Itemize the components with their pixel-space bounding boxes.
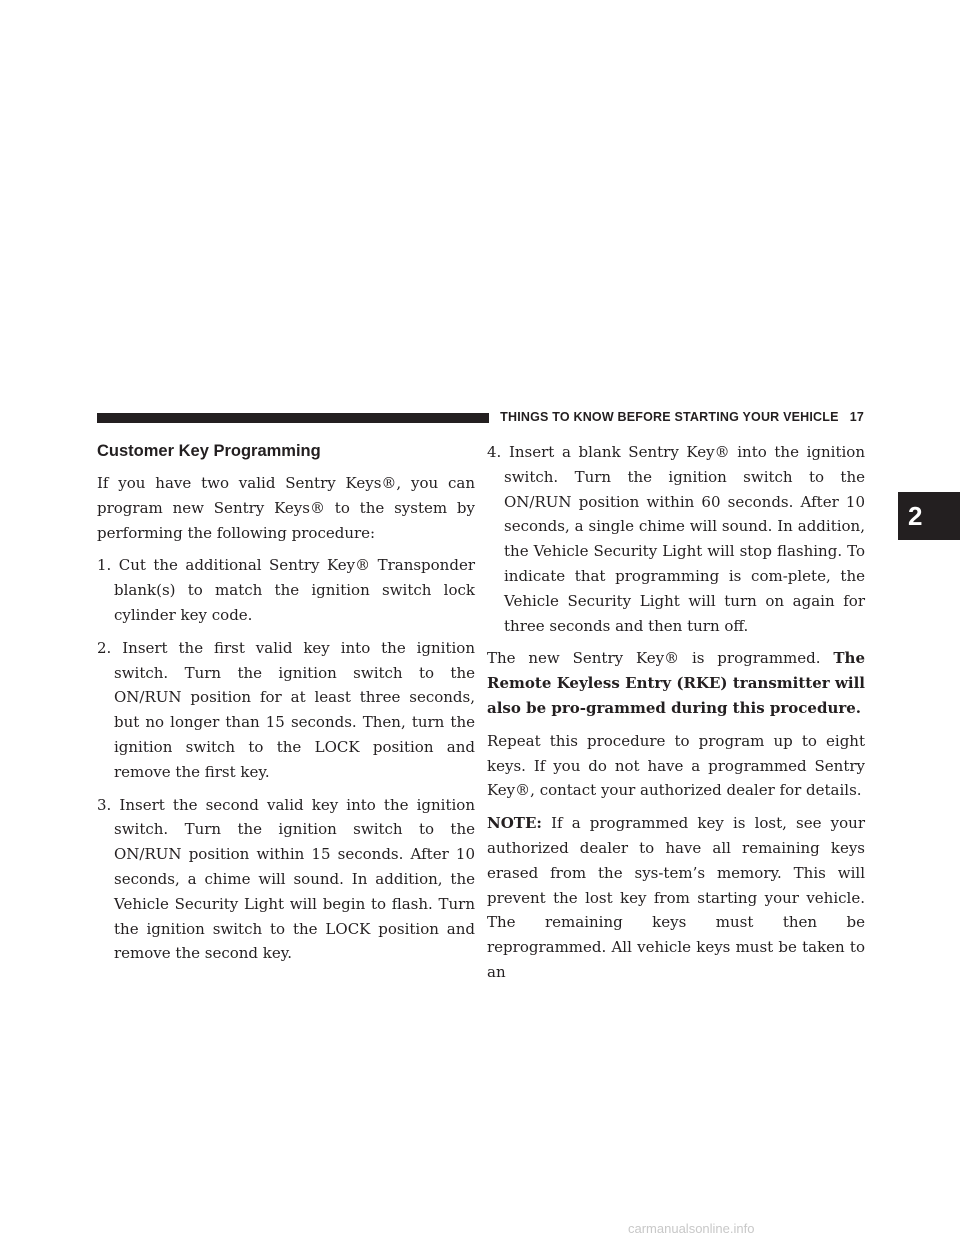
repeat-paragraph: Repeat this procedure to program up to eight keys. If you do not have a programmed Sentry Key®, contact your authorized dealer for details. [487,731,865,800]
step-1: 1. Cut the additional Sentry Key® Transponder blank(s) to match the ignition switch lock cylinder key code. [97,556,475,624]
running-header-title: THINGS TO KNOW BEFORE STARTING YOUR VEHICLE [500,410,839,424]
programmed-paragraph [487,646,865,720]
step-3: 3. Insert the second valid key into the ignition switch. Turn the ignition switch to the ON/RUN position within 15 seconds. After 10 seconds, a chime will sound. In addition, the Vehicle Security Light will begin to flash. Turn the ignition switch to the LOCK position and remove the second key. [97,795,475,963]
intro-paragraph: If you have two valid Sentry Keys®, you can program new Sentry Keys® to the system by performing the following procedure: [97,474,475,542]
running-header [497,409,864,425]
note-label: NOTE: [487,814,542,833]
left-column [97,440,475,974]
watermark: carmanualsonline.info [628,1221,755,1236]
programmed-bold-text: The Remote Keyless Entry (RKE) transmitter will also be pro-grammed during this procedure. [487,649,865,717]
step-2: 2. Insert the first valid key into the ignition switch. Turn the ignition switch to the ON/RUN position for at least three seconds, but no longer than 15 seconds. Then, turn the ignition switch to the LOCK position and remove the first key. [97,638,475,781]
note-text: If a programmed key is lost, see your authorized dealer to have all remaining keys erased from the sys-tem’s memory. This will prevent the lost key from starting your vehicle. The remaining keys must then be reprogrammed. All vehicle keys must be taken to an [487,814,865,981]
chapter-tab: 2 [898,492,960,540]
section-title: Customer Key Programming [97,442,321,460]
step-4: 4. Insert a blank Sentry Key® into the ignition switch. Turn the ignition switch to the ON/RUN position within 60 seconds. After 10 seconds, a single chime will sound. In addition, the Vehicle Security Light will stop flashing. To indicate that programming is com-plete, the Vehicle Security Light will turn on again for three seconds and then turn off. [487,443,865,635]
note-paragraph [487,811,865,985]
header-rule [97,413,489,423]
page-number: 17 [849,410,864,424]
right-column [487,440,865,993]
programmed-text: The new Sentry Key® is programmed. [487,649,834,668]
